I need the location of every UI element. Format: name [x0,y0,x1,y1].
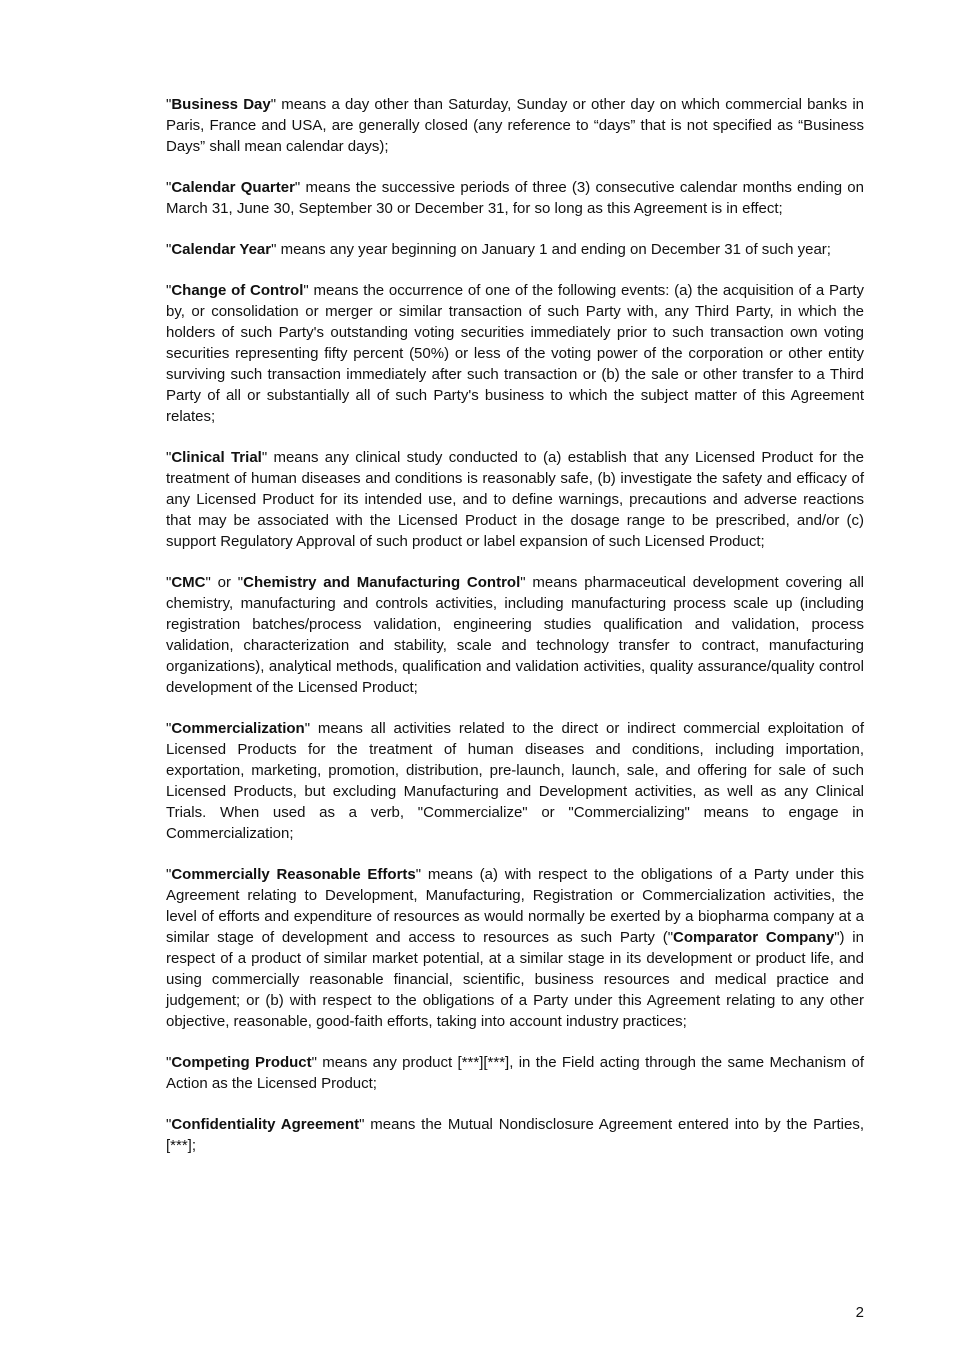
definition-text: " means any year beginning on January 1 and ending on December 31 of such year; [271,241,831,258]
defined-term: Chemistry and Manufacturing Control [243,574,521,591]
definition-text: " [166,866,172,883]
defined-term: CMC [171,574,206,591]
definition-calendar-year [166,239,864,260]
definition-commercialization [166,718,864,844]
defined-term: Competing Product [171,1054,312,1071]
defined-term: Calendar Year [171,241,272,258]
definition-competing-product [166,1052,864,1094]
defined-term: Comparator Company [673,929,835,946]
definition-commercially-reasonable-efforts [166,864,864,1032]
definition-text: " means all activities related to the direct or indirect commercial exploitation of Licensed Products for the treatment of human diseases and conditions, including importation, exportation, marketing, promotion, distribution, pre-launch, launch, sale, and offering for sale of such Licensed Products, but excluding Manufacturing and Development activities, as well as any Clinical Trials. When used as a verb, "Commercialize" or "Commercializing" means to engage in Commercialization; [166,720,864,842]
page-number: 2 [855,1304,864,1321]
defined-term: Change of Control [171,282,304,299]
defined-term: Business Day [171,96,271,113]
definition-text: " means the successive periods of three (3) consecutive calendar months ending on March 31, June 30, September 30 or December 31, for so long as this Agreement is in effect; [166,179,864,217]
defined-term: Commercialization [171,720,305,737]
definition-text: " means (a) with respect to the obligations of a Party under this Agreement relating to Development, Manufacturing, Registration or Commercialization activities, the level of efforts and expenditure of resources as would normally be exerted by a biopharma company at a similar stage of development and access to resources as such Party (" [166,866,864,946]
definition-text: " means a day other than Saturday, Sunday or other day on which commercial banks in Paris, France and USA, are generally closed (any reference to “days” that is not specified as “Business Days” shall mean calendar days); [166,96,864,155]
defined-term: Commercially Reasonable Efforts [171,866,416,883]
definition-text: " means the Mutual Nondisclosure Agreement entered into by the Parties,[***]; [166,1116,864,1154]
defined-term: Clinical Trial [171,449,262,466]
defined-term: Confidentiality Agreement [171,1116,360,1133]
definition-text: " means any product [***][***], in the Field acting through the same Mechanism of Action as the Licensed Product; [166,1054,864,1092]
definition-text: " [166,241,172,258]
definition-text: " [166,179,172,196]
definition-text: " means the occurrence of one of the following events: (a) the acquisition of a Party by, or consolidation or merger or similar transaction of such Party with, any Third Party, in which the holders of such Party's outstanding voting securities immediately prior to such transaction own voting securities representing fifty percent (50%) or less of the voting power of the corporation or other entity surviving such transaction immediately after such transaction or (b) the sale or other transfer to a Third Party of all or substantially all of such Party's business to which the subject matter of this Agreement relates; [166,282,864,425]
definition-text: " [166,96,172,113]
definition-text: " [166,1116,172,1133]
definition-text: " [166,1054,172,1071]
definition-text: " means pharmaceutical development covering all chemistry, manufacturing and controls activities, including manufacturing process scale up (including registration batches/process validation, engineering studies qualification and validation, process validation, characterization and stability, scale and technology transfer to contract, manufacturing organizations), analytical methods, qualification and validation activities, quality assurance/quality control development of the Licensed Product; [166,574,864,696]
definition-business-day [166,94,864,157]
definition-clinical-trial [166,447,864,552]
definition-cmc [166,572,864,698]
definition-text: ") in respect of a product of similar market potential, at a similar stage in its development or product life, and using commercially reasonable financial, scientific, business resources and medical practice and judgement; or (b) with respect to the obligations of a Party under this Agreement relating to any other objective, reasonable, good-faith efforts, taking into account industry practices; [166,929,864,1030]
defined-term: Calendar Quarter [171,179,295,196]
definition-text: " [166,720,172,737]
definition-text: " means any clinical study conducted to (a) establish that any Licensed Product for the treatment of human diseases and conditions is reasonably safe, (b) investigate the safety and efficacy of any Licensed Product for its intended use, and to define warnings, precautions and adverse reactions that may be associated with the Licensed Product in the dosage range to be prescribed, and/or (c) support Regulatory Approval of such product or label expansion of such Licensed Product; [166,449,864,550]
definition-text: " or " [205,574,244,591]
definition-calendar-quarter [166,177,864,219]
definition-text: " [166,449,172,466]
definition-text: " [166,282,172,299]
definitions-list [166,94,864,1176]
definition-change-of-control [166,280,864,427]
definition-confidentiality-agreement [166,1114,864,1156]
definition-text: " [166,574,172,591]
